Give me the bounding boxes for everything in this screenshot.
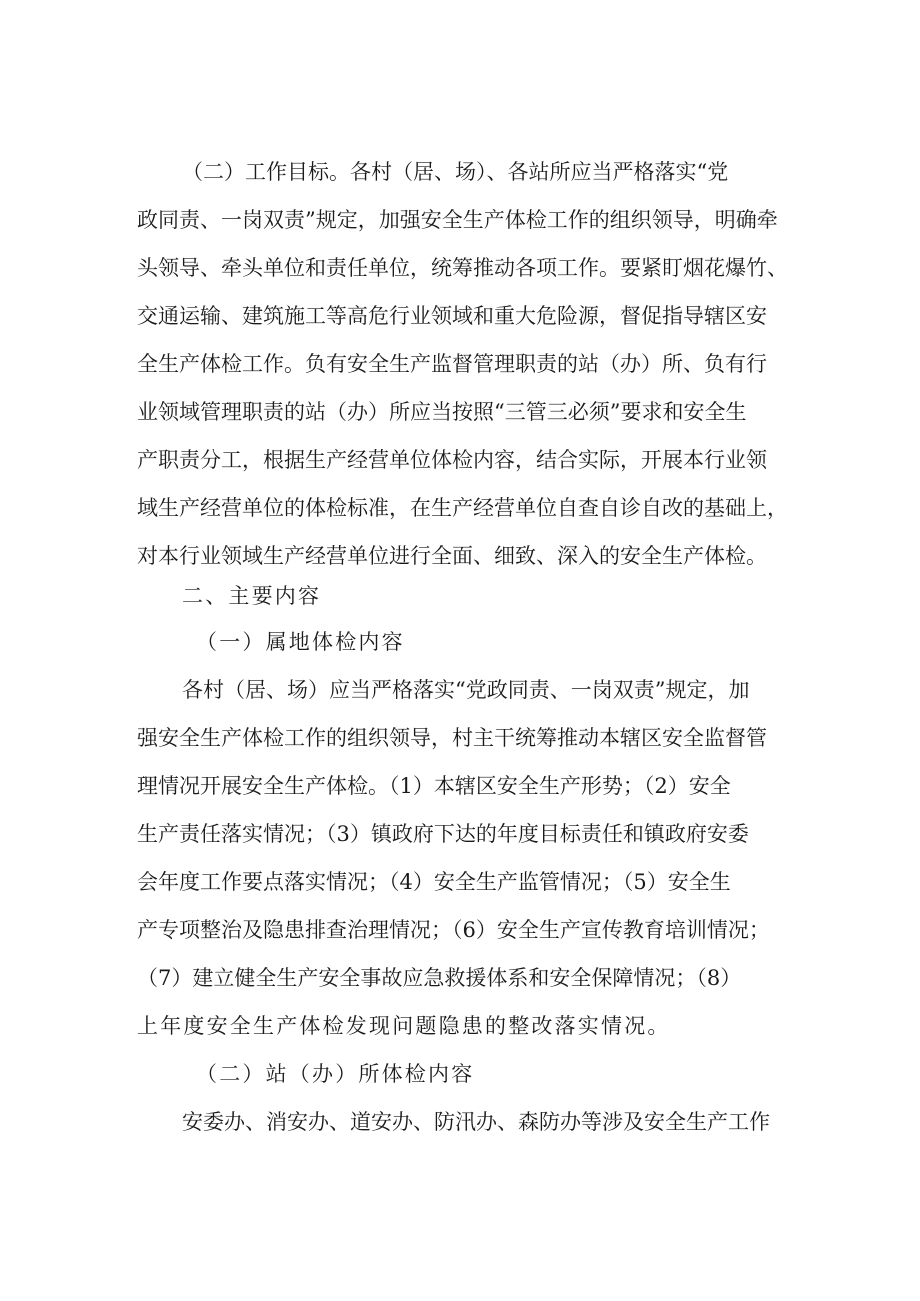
paragraph-work-goal-line-4: 交通运输、建筑施工等高危行业领域和重大危险源，督促指导辖区安 (137, 304, 767, 328)
paragraph-work-goal-line-9: 对本行业领域生产经营单位进行全面、细致、深入的安全生产体检。 (137, 544, 767, 568)
paragraph-work-goal-line-3: 头领导、牵头单位和责任单位，统筹推动各项工作。要紧盯烟花爆竹、 (137, 256, 788, 280)
paragraph-work-goal-line-1: （二）工作目标。各村（居、场）、各站所应当严格落实“党 (182, 160, 729, 184)
paragraph-territorial-line-2: 强安全生产体检工作的组织领导，村主干统筹推动本辖区安全监督管 (137, 726, 767, 750)
subsection-heading-territorial-inspection: （一）属地体检内容 (196, 630, 405, 654)
paragraph-station-line-1: 安委办、消安办、道安办、防汛办、森防办等涉及安全生产工作 (182, 1110, 770, 1134)
subsection-heading-station-inspection: （二）站（办）所体检内容 (196, 1062, 475, 1086)
paragraph-work-goal-line-2: 政同责、一岗双责”规定，加强安全生产体检工作的组织领导，明确牵 (137, 208, 778, 232)
paragraph-work-goal-line-6: 业领域管理职责的站（办）所应当按照“三管三必须”要求和安全生 (137, 400, 747, 424)
paragraph-territorial-line-6: 产专项整治及隐患排查治理情况；（6）安全生产宣传教育培训情况； (137, 918, 770, 942)
paragraph-territorial-line-8: 上年度安全生产体检发现问题隐患的整改落实情况。 (137, 1014, 671, 1038)
paragraph-territorial-line-7: （7）建立健全生产安全事故应急救援体系和安全保障情况；（8） (137, 966, 742, 990)
paragraph-work-goal-line-7: 产职责分工，根据生产经营单位体检内容，结合实际，开展本行业领 (137, 448, 767, 472)
paragraph-work-goal-line-8: 域生产经营单位的体检标准，在生产经营单位自查自诊自改的基础上， (137, 496, 788, 520)
section-heading-main-content: 二、主要内容 (182, 584, 322, 608)
paragraph-territorial-line-5: 会年度工作要点落实情况；（4）安全生产监管情况；（5）安全生 (137, 870, 731, 894)
paragraph-territorial-line-3: 理情况开展安全生产体检。（1）本辖区安全生产形势；（2）安全 (137, 774, 731, 798)
paragraph-work-goal-line-5: 全生产体检工作。负有安全生产监督管理职责的站（办）所、负有行 (137, 352, 767, 376)
paragraph-territorial-line-1: 各村（居、场）应当严格落实“党政同责、一岗双责”规定，加 (182, 678, 750, 702)
paragraph-territorial-line-4: 生产责任落实情况；（3）镇政府下达的年度目标责任和镇政府安委 (137, 822, 749, 846)
